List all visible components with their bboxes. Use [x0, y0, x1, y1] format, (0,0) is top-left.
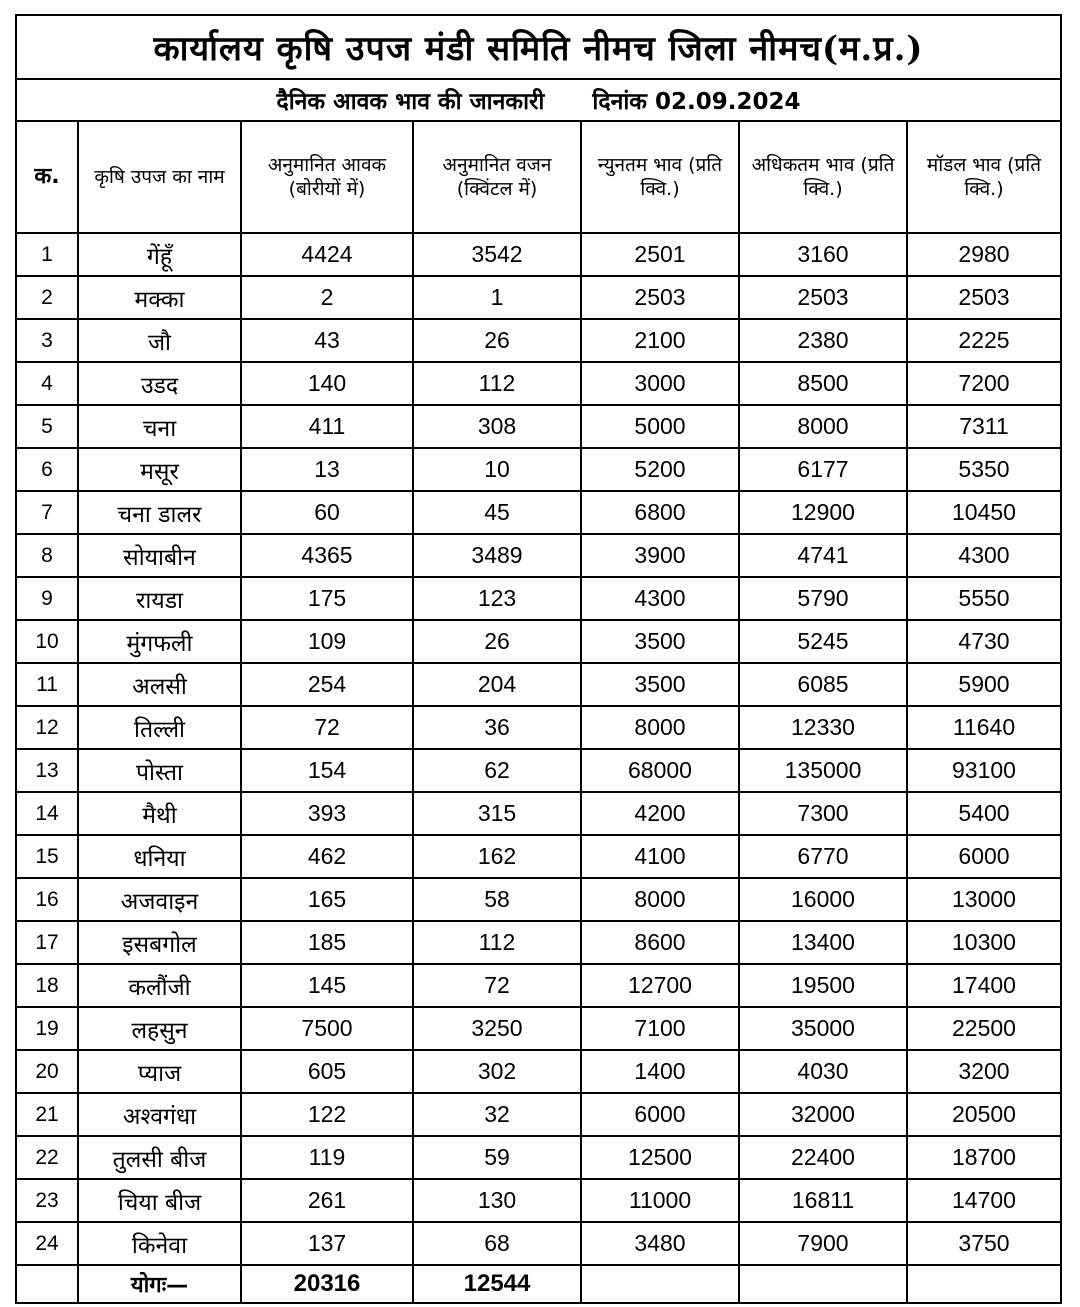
row-min-price: 11000	[581, 1179, 739, 1222]
row-weight: 130	[413, 1179, 581, 1222]
row-bags: 60	[241, 491, 413, 534]
row-min-price: 1400	[581, 1050, 739, 1093]
row-weight: 3542	[413, 233, 581, 276]
row-crop-name: तुलसी बीज	[78, 1136, 241, 1179]
row-crop-name: जौ	[78, 319, 241, 362]
row-weight: 1	[413, 276, 581, 319]
table-row	[16, 878, 1061, 921]
col-header-min-price: न्युनतम भाव (प्रति क्वि.)	[581, 121, 739, 233]
row-crop-name: चिया बीज	[78, 1179, 241, 1222]
table-row	[16, 577, 1061, 620]
row-bags: 2	[241, 276, 413, 319]
row-sn: 18	[16, 964, 78, 1007]
row-sn: 20	[16, 1050, 78, 1093]
row-crop-name: मैथी	[78, 792, 241, 835]
col-header-name: कृषि उपज का नाम	[78, 121, 241, 233]
row-crop-name: मुंगफली	[78, 620, 241, 663]
row-bags: 165	[241, 878, 413, 921]
row-crop-name: रायडा	[78, 577, 241, 620]
row-max-price: 16000	[739, 878, 907, 921]
row-max-price: 4741	[739, 534, 907, 577]
row-modal-price: 20500	[907, 1093, 1061, 1136]
row-bags: 185	[241, 921, 413, 964]
row-max-price: 19500	[739, 964, 907, 1007]
table-row	[16, 835, 1061, 878]
row-max-price: 12900	[739, 491, 907, 534]
row-sn: 24	[16, 1222, 78, 1265]
row-sn: 22	[16, 1136, 78, 1179]
total-empty-min	[581, 1265, 739, 1303]
row-crop-name: सोयाबीन	[78, 534, 241, 577]
page-title: कार्यालय कृषि उपज मंडी समिति नीमच जिला नीमच(म.प्र.)	[16, 15, 1061, 79]
row-min-price: 8000	[581, 878, 739, 921]
row-sn: 8	[16, 534, 78, 577]
row-sn: 17	[16, 921, 78, 964]
row-bags: 4365	[241, 534, 413, 577]
row-max-price: 6770	[739, 835, 907, 878]
row-crop-name: पोस्ता	[78, 749, 241, 792]
row-sn: 2	[16, 276, 78, 319]
row-crop-name: तिल्ली	[78, 706, 241, 749]
row-modal-price: 4730	[907, 620, 1061, 663]
row-sn: 15	[16, 835, 78, 878]
row-modal-price: 3750	[907, 1222, 1061, 1265]
row-sn: 13	[16, 749, 78, 792]
row-weight: 302	[413, 1050, 581, 1093]
row-crop-name: अजवाइन	[78, 878, 241, 921]
row-modal-price: 13000	[907, 878, 1061, 921]
row-modal-price: 93100	[907, 749, 1061, 792]
row-min-price: 2503	[581, 276, 739, 319]
report-date: दिनांक 02.09.2024	[592, 89, 801, 115]
row-max-price: 7300	[739, 792, 907, 835]
row-bags: 109	[241, 620, 413, 663]
row-min-price: 6000	[581, 1093, 739, 1136]
row-min-price: 8000	[581, 706, 739, 749]
row-min-price: 12500	[581, 1136, 739, 1179]
row-min-price: 3500	[581, 620, 739, 663]
row-modal-price: 18700	[907, 1136, 1061, 1179]
row-min-price: 3500	[581, 663, 739, 706]
row-weight: 59	[413, 1136, 581, 1179]
row-sn: 11	[16, 663, 78, 706]
row-min-price: 7100	[581, 1007, 739, 1050]
row-sn: 6	[16, 448, 78, 491]
row-crop-name: चना डालर	[78, 491, 241, 534]
col-header-bags: अनुमानित आवक (बोरीयों में)	[241, 121, 413, 233]
table-row	[16, 792, 1061, 835]
row-weight: 58	[413, 878, 581, 921]
row-modal-price: 5350	[907, 448, 1061, 491]
table-row	[16, 663, 1061, 706]
total-label: योगः—	[78, 1265, 241, 1303]
row-crop-name: किनेवा	[78, 1222, 241, 1265]
row-weight: 72	[413, 964, 581, 1007]
row-sn: 5	[16, 405, 78, 448]
total-row	[16, 1265, 1061, 1303]
row-max-price: 16811	[739, 1179, 907, 1222]
row-bags: 122	[241, 1093, 413, 1136]
row-weight: 3250	[413, 1007, 581, 1050]
row-bags: 137	[241, 1222, 413, 1265]
row-weight: 308	[413, 405, 581, 448]
row-max-price: 135000	[739, 749, 907, 792]
table-row	[16, 319, 1061, 362]
row-max-price: 8500	[739, 362, 907, 405]
total-empty-sn	[16, 1265, 78, 1303]
row-crop-name: धनिया	[78, 835, 241, 878]
row-max-price: 22400	[739, 1136, 907, 1179]
table-row	[16, 620, 1061, 663]
row-modal-price: 14700	[907, 1179, 1061, 1222]
row-max-price: 3160	[739, 233, 907, 276]
row-min-price: 3480	[581, 1222, 739, 1265]
row-bags: 393	[241, 792, 413, 835]
row-max-price: 5790	[739, 577, 907, 620]
row-min-price: 12700	[581, 964, 739, 1007]
row-sn: 9	[16, 577, 78, 620]
row-crop-name: लहसुन	[78, 1007, 241, 1050]
row-weight: 36	[413, 706, 581, 749]
row-modal-price: 10450	[907, 491, 1061, 534]
row-max-price: 32000	[739, 1093, 907, 1136]
row-modal-price: 5400	[907, 792, 1061, 835]
total-bags: 20316	[241, 1265, 413, 1303]
row-crop-name: मक्का	[78, 276, 241, 319]
table-row	[16, 276, 1061, 319]
row-bags: 254	[241, 663, 413, 706]
row-sn: 23	[16, 1179, 78, 1222]
col-header-max-price: अधिकतम भाव (प्रति क्वि.)	[739, 121, 907, 233]
row-max-price: 4030	[739, 1050, 907, 1093]
row-sn: 1	[16, 233, 78, 276]
row-max-price: 6085	[739, 663, 907, 706]
row-min-price: 2100	[581, 319, 739, 362]
row-max-price: 7900	[739, 1222, 907, 1265]
table-row	[16, 1050, 1061, 1093]
row-bags: 7500	[241, 1007, 413, 1050]
row-crop-name: प्याज	[78, 1050, 241, 1093]
row-weight: 162	[413, 835, 581, 878]
table-row	[16, 448, 1061, 491]
row-max-price: 2380	[739, 319, 907, 362]
row-crop-name: चना	[78, 405, 241, 448]
row-weight: 315	[413, 792, 581, 835]
row-sn: 7	[16, 491, 78, 534]
row-bags: 605	[241, 1050, 413, 1093]
row-modal-price: 4300	[907, 534, 1061, 577]
row-min-price: 4100	[581, 835, 739, 878]
row-weight: 204	[413, 663, 581, 706]
row-modal-price: 3200	[907, 1050, 1061, 1093]
column-header-row	[16, 121, 1061, 233]
total-empty-modal	[907, 1265, 1061, 1303]
table-row	[16, 1093, 1061, 1136]
row-max-price: 35000	[739, 1007, 907, 1050]
table-row	[16, 1136, 1061, 1179]
table-row	[16, 491, 1061, 534]
table-row	[16, 534, 1061, 577]
row-weight: 26	[413, 620, 581, 663]
row-min-price: 2501	[581, 233, 739, 276]
row-bags: 145	[241, 964, 413, 1007]
row-crop-name: मसूर	[78, 448, 241, 491]
total-weight: 12544	[413, 1265, 581, 1303]
table-row	[16, 1222, 1061, 1265]
row-max-price: 8000	[739, 405, 907, 448]
row-modal-price: 7200	[907, 362, 1061, 405]
row-modal-price: 2503	[907, 276, 1061, 319]
row-weight: 26	[413, 319, 581, 362]
row-min-price: 68000	[581, 749, 739, 792]
col-header-modal-price: मॉडल भाव (प्रति क्वि.)	[907, 121, 1061, 233]
row-crop-name: कलौंजी	[78, 964, 241, 1007]
row-weight: 112	[413, 362, 581, 405]
row-min-price: 3000	[581, 362, 739, 405]
row-modal-price: 22500	[907, 1007, 1061, 1050]
table-row	[16, 749, 1061, 792]
row-crop-name: अलसी	[78, 663, 241, 706]
table-row	[16, 405, 1061, 448]
row-sn: 19	[16, 1007, 78, 1050]
row-modal-price: 7311	[907, 405, 1061, 448]
row-modal-price: 2225	[907, 319, 1061, 362]
row-min-price: 5200	[581, 448, 739, 491]
row-max-price: 6177	[739, 448, 907, 491]
row-bags: 175	[241, 577, 413, 620]
row-bags: 4424	[241, 233, 413, 276]
row-modal-price: 10300	[907, 921, 1061, 964]
table-row	[16, 964, 1061, 1007]
row-bags: 140	[241, 362, 413, 405]
row-sn: 21	[16, 1093, 78, 1136]
row-bags: 154	[241, 749, 413, 792]
table-row	[16, 706, 1061, 749]
row-modal-price: 5900	[907, 663, 1061, 706]
col-header-weight: अनुमानित वजन (क्विंटल में)	[413, 121, 581, 233]
row-max-price: 5245	[739, 620, 907, 663]
table-row	[16, 1007, 1061, 1050]
row-bags: 43	[241, 319, 413, 362]
row-min-price: 5000	[581, 405, 739, 448]
row-max-price: 13400	[739, 921, 907, 964]
table-row	[16, 1179, 1061, 1222]
row-weight: 45	[413, 491, 581, 534]
row-modal-price: 17400	[907, 964, 1061, 1007]
row-crop-name: इसबगोल	[78, 921, 241, 964]
row-min-price: 4300	[581, 577, 739, 620]
row-modal-price: 6000	[907, 835, 1061, 878]
row-sn: 3	[16, 319, 78, 362]
row-weight: 123	[413, 577, 581, 620]
table-row	[16, 362, 1061, 405]
row-crop-name: अश्वगंधा	[78, 1093, 241, 1136]
row-bags: 13	[241, 448, 413, 491]
row-bags: 411	[241, 405, 413, 448]
row-max-price: 12330	[739, 706, 907, 749]
row-sn: 14	[16, 792, 78, 835]
row-sn: 4	[16, 362, 78, 405]
row-sn: 16	[16, 878, 78, 921]
row-crop-name: उडद	[78, 362, 241, 405]
row-min-price: 3900	[581, 534, 739, 577]
row-weight: 112	[413, 921, 581, 964]
row-weight: 68	[413, 1222, 581, 1265]
row-bags: 462	[241, 835, 413, 878]
row-sn: 10	[16, 620, 78, 663]
row-max-price: 2503	[739, 276, 907, 319]
mandi-price-table	[15, 14, 1062, 1304]
row-weight: 32	[413, 1093, 581, 1136]
report-subtitle-cell	[16, 79, 1061, 121]
row-modal-price: 5550	[907, 577, 1061, 620]
col-header-sn: क.	[16, 121, 78, 233]
row-weight: 10	[413, 448, 581, 491]
row-crop-name: गेंहूँ	[78, 233, 241, 276]
row-weight: 3489	[413, 534, 581, 577]
row-bags: 119	[241, 1136, 413, 1179]
row-modal-price: 2980	[907, 233, 1061, 276]
row-bags: 261	[241, 1179, 413, 1222]
row-modal-price: 11640	[907, 706, 1061, 749]
total-empty-max	[739, 1265, 907, 1303]
row-bags: 72	[241, 706, 413, 749]
table-row	[16, 233, 1061, 276]
row-min-price: 4200	[581, 792, 739, 835]
row-weight: 62	[413, 749, 581, 792]
row-min-price: 6800	[581, 491, 739, 534]
table-row	[16, 921, 1061, 964]
row-sn: 12	[16, 706, 78, 749]
report-subtitle: दैनिक आवक भाव की जानकारी	[276, 89, 545, 115]
row-min-price: 8600	[581, 921, 739, 964]
